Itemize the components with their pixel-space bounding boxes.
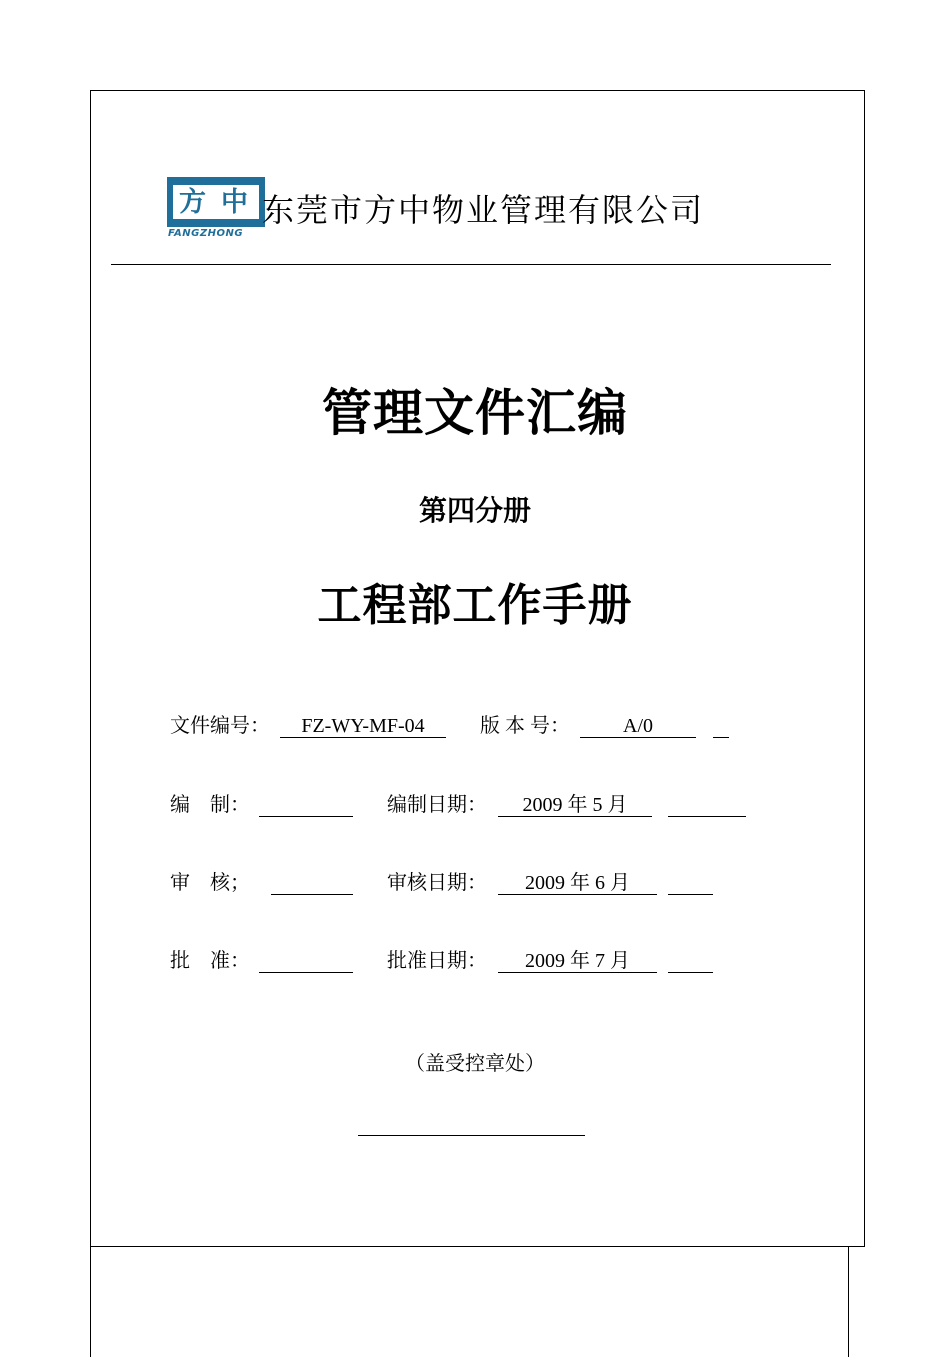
header-divider <box>111 264 831 265</box>
logo-inner <box>173 185 259 219</box>
stamp-line <box>358 1135 585 1136</box>
approved-by-label: 批 准： <box>170 950 250 972</box>
logo-background <box>167 177 265 227</box>
compiled-by-field <box>259 792 353 817</box>
version-value: A/0 <box>580 713 696 738</box>
reviewed-by-field <box>271 870 353 895</box>
compiled-date-extra-line <box>668 792 746 817</box>
version-extra-line <box>713 713 729 738</box>
compiled-date-label: 编制日期： <box>387 794 487 816</box>
approved-by-field <box>259 948 353 973</box>
file-no-value: FZ-WY-MF-04 <box>280 713 446 738</box>
logo-wordmark: FANGZHONG <box>168 228 244 239</box>
approved-date-label: 批准日期： <box>387 950 487 972</box>
company-logo <box>167 177 265 239</box>
reviewed-by-label: 审 核； <box>170 872 250 894</box>
lower-border <box>90 1247 849 1357</box>
stamp-label: （盖受控章处） <box>405 1053 545 1075</box>
reviewed-date-label: 审核日期： <box>387 872 487 894</box>
file-no-label: 文件编号： <box>170 715 270 737</box>
reviewed-date-extra-line <box>668 870 713 895</box>
approved-date-value: 2009 年 7 月 <box>498 948 657 973</box>
approved-date-extra-line <box>668 948 713 973</box>
compiled-date-value: 2009 年 5 月 <box>498 792 652 817</box>
logo-char-1: 方 <box>179 187 206 218</box>
reviewed-date-value: 2009 年 6 月 <box>498 870 657 895</box>
document-title: 管理文件汇编 <box>322 384 628 442</box>
volume-subtitle: 第四分册 <box>418 494 531 527</box>
company-name: 东莞市方中物业管理有限公司 <box>262 192 705 228</box>
manual-title: 工程部工作手册 <box>317 580 633 631</box>
compiled-by-label: 编 制： <box>170 794 250 816</box>
version-label: 版 本 号： <box>480 715 570 737</box>
logo-char-2: 中 <box>221 187 248 218</box>
